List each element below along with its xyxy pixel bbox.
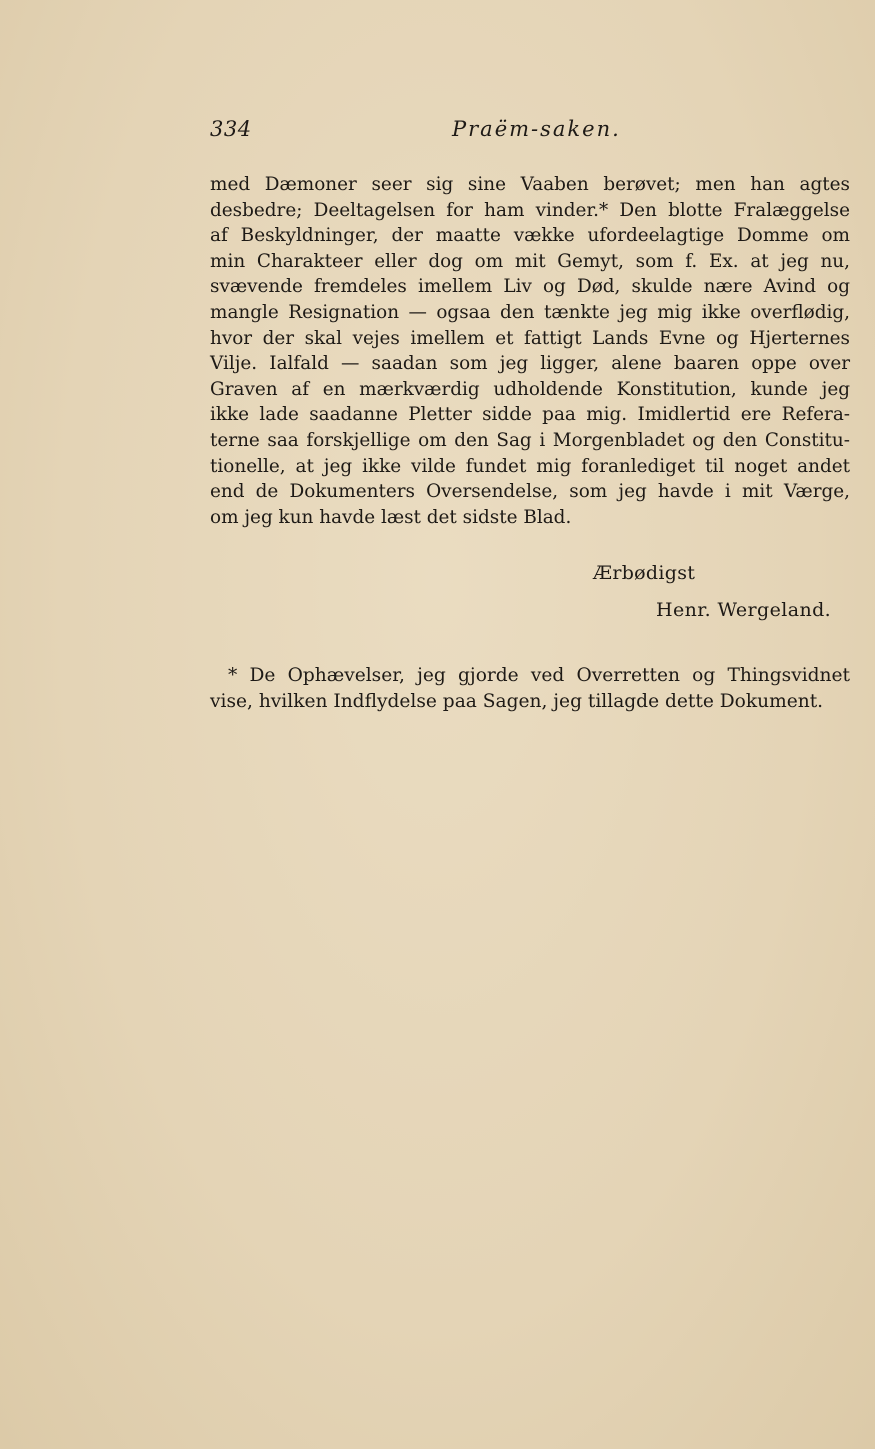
page-header xyxy=(210,117,850,149)
text-line: desbedre; Deeltagelsen for ham vinder.* Den blotte Fralæggelse xyxy=(210,199,850,221)
text-line: end de Dokumenters Oversendelse, som jeg havde i mit Værge, xyxy=(210,481,850,503)
text-line: ikke lade saadanne Pletter sidde paa mig. Imidlertid ere Refera- xyxy=(210,404,850,426)
signature: Henr. Wergeland. xyxy=(656,599,832,621)
text-line: mangle Resignation — ogsaa den tænkte jeg mig ikke overflødig, xyxy=(210,301,850,323)
text-line: hvor der skal vejes imellem et fattigt Lands Evne og Hjerternes xyxy=(210,327,850,349)
text-line: tionelle, at jeg ikke vilde fundet mig foranlediget til noget andet xyxy=(210,455,850,477)
salutation: Ærbødigst xyxy=(593,562,696,584)
text-line: med Dæmoner seer sig sine Vaaben berøvet; men han agtes xyxy=(210,174,850,195)
body-paragraph xyxy=(210,172,850,530)
text-line: Vilje. Ialfald — saadan som jeg ligger, alene baaren oppe over xyxy=(210,353,850,375)
text-line: terne saa forskjellige om den Sag i Morgenbladet og den Constitu- xyxy=(210,429,850,451)
running-title: Praëm-saken. xyxy=(452,117,621,141)
text-line: om jeg kun havde læst det sidste Blad. xyxy=(210,506,572,528)
text-line: af Beskyldninger, der maatte vække ufordeelagtige Domme om xyxy=(210,225,850,247)
text-line: svævende fremdeles imellem Liv og Død, skulde nære Avind og xyxy=(210,276,850,298)
text-line: Graven af en mærkværdig udholdende Konstitution, kunde jeg xyxy=(210,378,850,400)
footnote-line: vise, hvilken Indflydelse paa Sagen, jeg tillagde dette Dokument. xyxy=(210,691,824,712)
page-number: 334 xyxy=(210,117,252,141)
text-line: min Charakteer eller dog om mit Gemyt, som f. Ex. at jeg nu, xyxy=(210,250,850,272)
footnote-line: * De Ophævelser, jeg gjorde ved Overretten og Thingsvidnet xyxy=(228,665,850,686)
footnote xyxy=(210,663,850,715)
